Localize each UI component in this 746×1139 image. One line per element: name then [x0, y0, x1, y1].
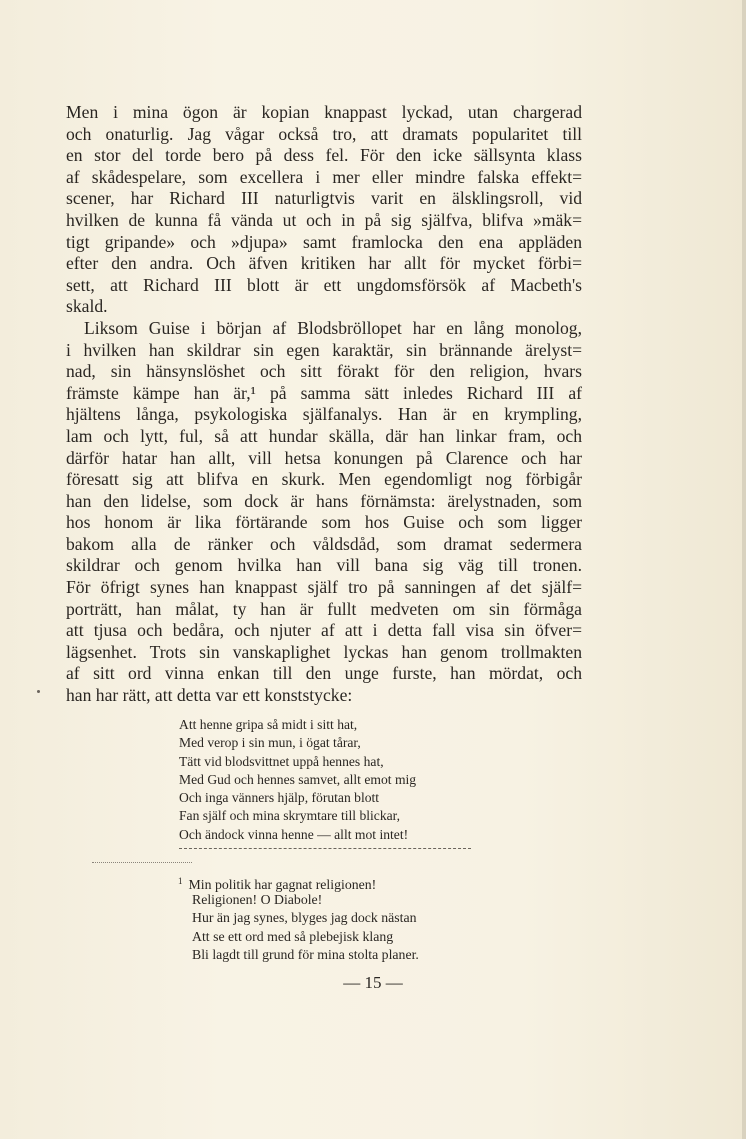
body-line: och onaturlig. Jag vågar också tro, att dramats popularitet till	[66, 123, 582, 144]
poem-end-rule	[179, 848, 471, 849]
body-line: tigt gripande» och »djupa» samt framlocka den ena appläden	[66, 231, 582, 252]
footnote-line: Att se ett ord med så plebejisk klang	[192, 928, 394, 944]
footnote-marker: 1	[178, 876, 183, 886]
body-line: att tjusa och bedåra, och njuter af att i detta fall visa sin öfver=	[66, 620, 582, 641]
body-line: nad, sin hänsynslöshet och sitt förakt för den religion, hvars	[66, 361, 582, 382]
body-line: Liksom Guise i början af Blodsbröllopet har en lång monolog,	[84, 317, 582, 338]
poem-line: Tätt vid blodsvittnet uppå hennes hat,	[179, 753, 384, 769]
body-line: bakom alla de ränker och våldsdåd, som dramat sedermera	[66, 533, 582, 554]
margin-mark	[37, 690, 40, 693]
body-line: han den lidelse, som dock är hans förnämsta: ärelystnaden, som	[66, 490, 582, 511]
footnote	[178, 872, 498, 965]
footnote-line: Hur än jag synes, blyges jag dock nästan	[192, 910, 417, 926]
page-number: — 15 —	[343, 973, 403, 992]
body-line: hjältens långa, psykologiska själfanalys. Han är en krympling,	[66, 404, 582, 425]
page-edge	[742, 0, 746, 1139]
body-line: föresatt sig att blifva en skurk. Men egendomligt nog förbigår	[66, 469, 582, 490]
body-line: i hvilken han skildrar sin egen karaktär, sin brännande ärelyst=	[66, 339, 582, 360]
poem-line: Med Gud och hennes samvet, allt emot mig	[179, 771, 417, 787]
body-line: af skådespelare, som excellera i mer eller mindre falska effekt=	[66, 166, 582, 187]
poem-line: Att henne gripa så midt i sitt hat,	[179, 717, 358, 732]
poem-quote	[179, 716, 479, 844]
body-line: scener, har Richard III naturligtvis varit en älsklingsroll, vid	[66, 188, 582, 209]
body-line: af sitt ord vinna enkan till den unge furste, han mördat, och	[66, 663, 582, 684]
body-line: därför hatar han allt, vill hetsa konungen på Clarence och har	[66, 447, 582, 468]
body-text	[66, 102, 582, 707]
footnote-text: Min politik har gagnat religionen!	[188, 877, 377, 892]
body-line: Men i mina ögon är kopian knappast lyckad, utan chargerad	[66, 102, 582, 122]
footnote-separator	[92, 862, 192, 863]
body-line: skald.	[66, 296, 108, 317]
poem-line: Och inga vänners hjälp, förutan blott	[179, 790, 380, 806]
footnote-line	[178, 872, 498, 891]
body-line: hos honom är lika förtärande som hos Guise och som ligger	[66, 512, 582, 533]
body-line: porträtt, han målat, ty han är fullt medveten om sin förmåga	[66, 598, 582, 619]
body-line: sett, att Richard III blott är ett ungdomsförsök af Macbeth's	[66, 274, 582, 295]
footnote-line: Bli lagdt till grund för mina stolta planer.	[192, 947, 419, 963]
poem-line: Och ändock vinna henne — allt mot intet!	[179, 826, 409, 842]
body-line: han har rätt, att detta var ett konststycke:	[66, 685, 353, 706]
body-line: lägsenhet. Trots sin vanskaplighet lyckas han genom trollmakten	[66, 641, 582, 662]
body-line: främste kämpe han är,¹ på samma sätt inledes Richard III af	[66, 382, 582, 403]
body-line: en stor del torde bero på dess fel. För den icke sällsynta klass	[66, 145, 582, 166]
body-line: efter den andra. Och äfven kritiken har allt för mycket förbi=	[66, 253, 582, 274]
poem-line: Med verop i sin mun, i ögat tårar,	[179, 735, 361, 751]
body-line: skildrar och genom hvilka han vill bana sig väg till tronen.	[66, 555, 582, 576]
poem-line: Fan själf och mina skrymtare till blickar,	[179, 808, 401, 824]
body-line: För öfrigt synes han knappast själf tro på sanningen af det själf=	[66, 577, 582, 598]
body-line: lam och lytt, ful, så att hundar skälla, där han linkar fram, och	[66, 425, 582, 446]
footnote-line: Religionen! O Diabole!	[192, 891, 323, 907]
body-line: hvilken de kunna få vända ut och in på sig själfva, blifva »mäk=	[66, 209, 582, 230]
